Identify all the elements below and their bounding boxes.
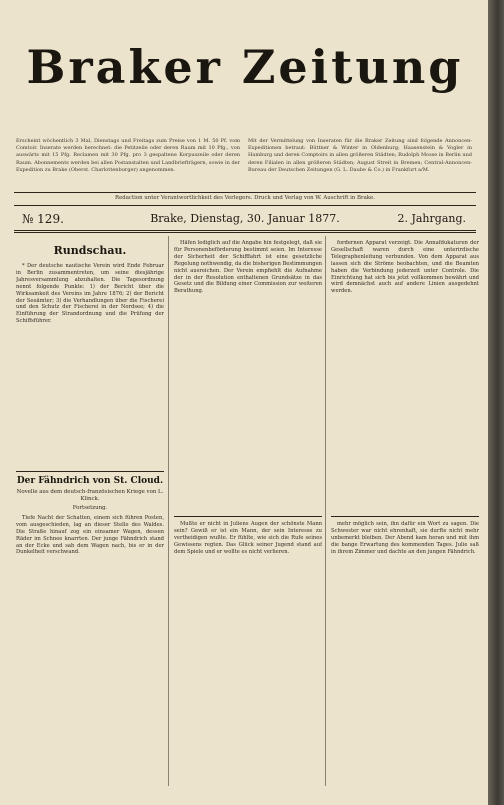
article-text: * Der deutsche nautische Verein wird Ende Februar in Berlin zusammentreten, um seine diesjährige Jahresversammlung abzuhalten. Die Tagesordnung nennt folgende Punkte: 1) der Bericht über die Wirksamkeit des Vereins im Jahre 1876; 2) der Bericht der Seeämter; 3) die Verhandlungen über die Fischerei und den Schutz der Fischerei in der Nordsee; 4) die Einführung der Strandordnung und die Prüfung der Schiffsführer. <box>16 263 164 325</box>
column-1 <box>16 240 164 785</box>
divider <box>14 232 476 233</box>
article-text: fordernen Apparat verzeigt. Die Annafdukaturen der Gesellschaft waren durch eine unterirdische Telegraphenleitung verbunden. Von dem Apparat aus lassen sich die Ströme beobachten, und die Beamten haben die Verbindung jederzeit unter Controle. Die Einrichtung hat sich bis jetzt vollkommen bewährt und wird demnächst auch auf andere Linien ausgedehnt werden. <box>331 240 479 295</box>
feuilleton-heading: Der Fähndrich von St. Cloud. <box>16 476 164 487</box>
column-divider <box>168 236 169 786</box>
article-text: Mußte er nicht in Juliens Augen der schönste Mann sein? Gewiß er ist ein Mann, der sein Interesse zu vertheidigen wußte. Er fühlte, wie sich die Rufe seines Gewissens regten. Das Glück seiner Jugend stand auf dem Spiele und er wollte es nicht verlieren. <box>174 521 322 555</box>
issue-number: № 129. <box>22 212 64 226</box>
divider <box>174 516 322 517</box>
issue-year: 2. Jahrgang. <box>397 212 466 225</box>
divider <box>16 471 164 472</box>
masthead-title: Braker Zeitung <box>26 40 464 94</box>
subscription-info: Erscheint wöchentlich 3 Mal, Dienstags und Freitags zum Preise von 1 M. 50 Pf. vom Comtoir. Inserate werden berechnet: die Petitzeile oder deren Raum mit 10 Pfg., von auswärts mit 15 Pfg. Reclamen mit 30 Pfg. pro 3 gespaltene Korpuszeile oder deren Raum. Abonnements werden bei allen Postanstalten und Landbriefträgern, sowie in der Expedition zu Brake (Oberst. Charlottenburger) angenommen. <box>16 138 240 173</box>
rundschau-heading: Rundschau. <box>53 244 127 257</box>
article-text: Tiefe Nacht der Schatten, einem sich führen Posten, vom ausgeschieden, lag an dieser Stelle des Waldes. Die Straße hinauf zog ein einsamer Wagen, dessen Räder im Schnee knarrten. Der junge Fähndrich stand an der Ecke und sah dem Wagen nach, bis er in der Dunkelheit verschwand. <box>16 514 164 556</box>
book-binding <box>488 0 504 805</box>
dateline <box>14 210 476 228</box>
divider <box>14 205 476 206</box>
column-2 <box>174 240 322 785</box>
feuilleton-subtitle: Novelle aus dem deutsch-französischen Kriege von L. Klinck. <box>16 489 164 503</box>
divider <box>14 230 476 231</box>
article-text: mehr möglich sein, ihn dafür ein Wort zu sagen. Die Schwester war nicht ehrenhaft, sie durfte nicht mehr unbemerkt bleiben. Der Abend kam heran und mit ihm die bange Erwartung des kommenden Tages. Julie saß in ihrem Zimmer und dachte an den jungen Fähndrich. <box>331 521 479 555</box>
article-text: Häfen lediglich auf die Angabe hin festgelegt, daß sie für Personenbeförderung bestimmt seien. Im Interesse der Sicherheit der Schifffahrt ist eine gesetzliche Regelung nothwendig, da die bisherigen Bestimmungen nicht ausreichen. Der Verein empfiehlt die Aufnahme der in der Resolution enthaltenen Grundsätze in das Gesetz und die Bildung einer Commission zur weiteren Berathung. <box>174 240 322 295</box>
divider <box>331 516 479 517</box>
feuilleton-continuation: Fortsetzung. <box>72 504 108 511</box>
issue-date: Brake, Dienstag, 30. Januar 1877. <box>150 212 340 225</box>
column-divider <box>325 236 326 786</box>
column-3 <box>331 240 479 785</box>
advertising-info: Mit der Vermittelung von Inseraten für die Braker Zeitung sind folgende Annoncen-Expeditionen betraut: Büttner & Winter in Oldenburg; Haasenstein & Vogler in Hamburg und deren Comptoirs in allen größeren Städten; Rudolph Mosse in Berlin und deren Filialen in allen größeren Städten; August Streit in Bremen; Central-Annoncen-Bureau der Deutschen Zeitungen (G. L. Daube & Co.) in Frankfurt a/M. <box>248 138 472 173</box>
divider <box>14 192 476 193</box>
redaction-line: Redaction unter Verantwortlichkeit des Verlegers. Druck und Verlag von W. Auschrift in Brake. <box>115 195 375 201</box>
